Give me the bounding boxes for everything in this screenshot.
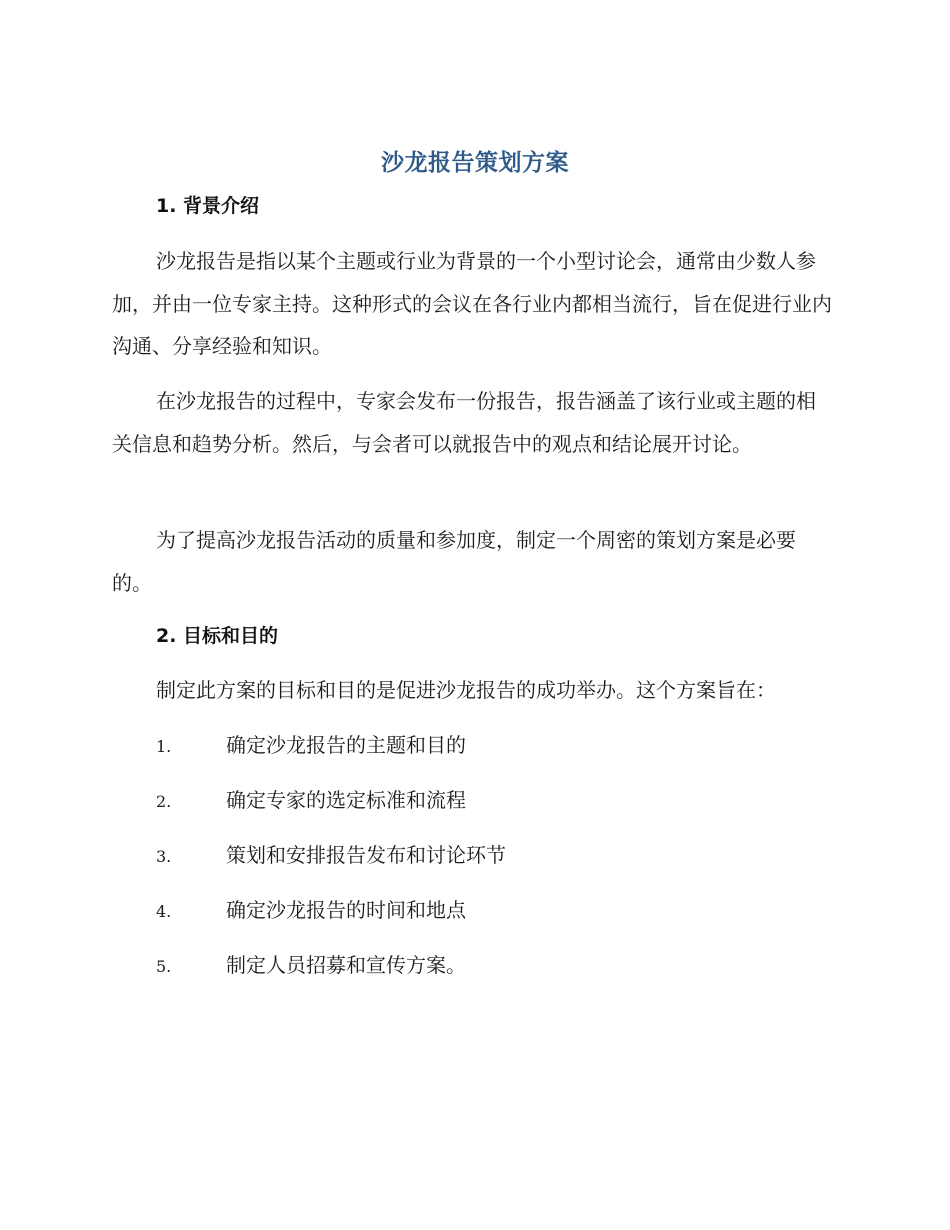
list-item-number: 1.	[156, 737, 172, 756]
paragraph-background-1: 沙龙报告是指以某个主题或行业为背景的一个小型讨论会，通常由少数人参加，并由一位专家主持。这种形式的会议在各行业内都相当流行，旨在促进行业内沟通、分享经验和知识。	[112, 249, 832, 358]
paragraph-background-3: 为了提高沙龙报告活动的质量和参加度，制定一个周密的策划方案是必要的。	[112, 528, 796, 595]
list-item	[156, 785, 466, 815]
list-item-text: 制定人员招募和宣传方案。	[226, 953, 466, 977]
list-item	[156, 950, 466, 980]
list-item-number: 3.	[156, 847, 172, 866]
list-item-text: 确定沙龙报告的主题和目的	[226, 733, 466, 757]
list-item-text: 确定沙龙报告的时间和地点	[226, 898, 466, 922]
list-item	[156, 840, 506, 870]
paragraph-background-2: 在沙龙报告的过程中，专家会发布一份报告，报告涵盖了该行业或主题的相关信息和趋势分析。然后，与会者可以就报告中的观点和结论展开讨论。	[112, 389, 816, 456]
section-heading-goals: 2. 目标和目的	[156, 625, 279, 647]
section-heading-background: 1. 背景介绍	[156, 195, 260, 217]
list-item-number: 5.	[156, 957, 172, 976]
list-item-text: 确定专家的选定标准和流程	[226, 788, 466, 812]
document-title: 沙龙报告策划方案	[381, 150, 569, 176]
list-item	[156, 895, 466, 925]
list-item-number: 4.	[156, 902, 172, 921]
list-item	[156, 730, 466, 760]
list-item-number: 2.	[156, 792, 172, 811]
list-item-text: 策划和安排报告发布和讨论环节	[226, 843, 506, 867]
paragraph-goals-intro: 制定此方案的目标和目的是促进沙龙报告的成功举办。这个方案旨在：	[156, 678, 776, 702]
